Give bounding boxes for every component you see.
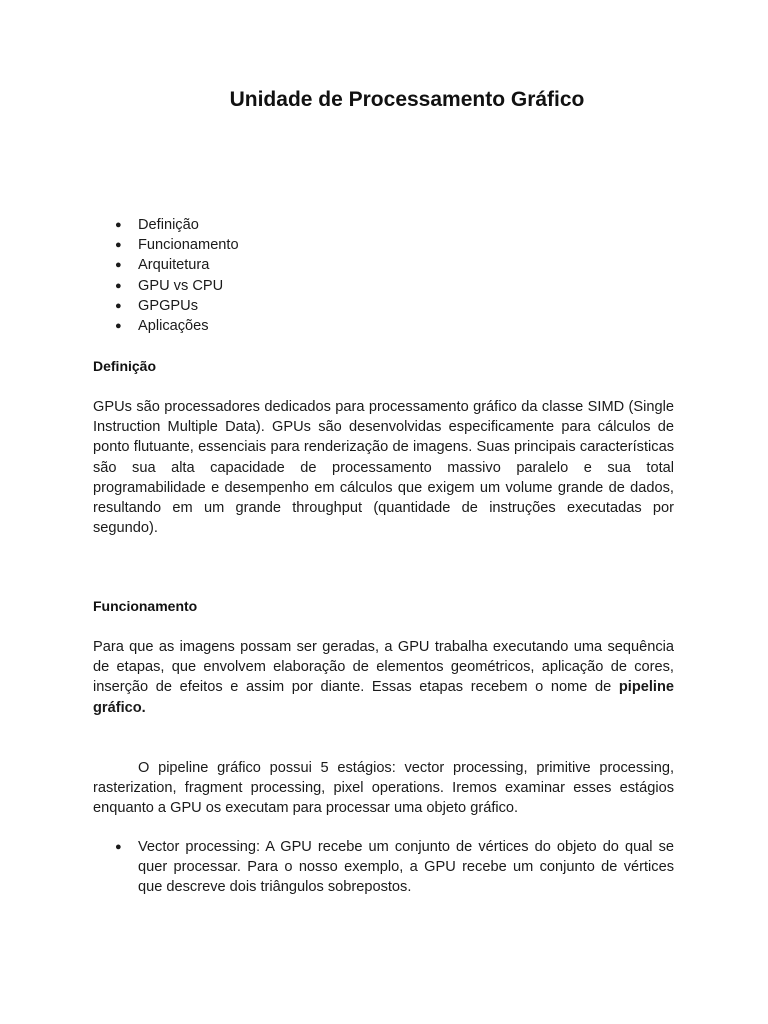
toc-item: [0, 296, 239, 316]
bullet-icon: ●: [115, 259, 122, 272]
bullet-icon: ●: [115, 299, 122, 312]
toc-item-label: GPU vs CPU: [138, 277, 224, 294]
toc-item-label: Definição: [138, 217, 199, 233]
section-heading-definicao: Definição: [93, 358, 157, 374]
toc-item: [0, 255, 239, 275]
toc-item: [0, 276, 239, 296]
bullet-icon: ●: [115, 239, 122, 252]
pipeline-paragraph-text: O pipeline gráfico possui 5 estágios: vector processing, primitive processing, rasterization, fragment processing, pixel operations. Iremos examinar esses estágios enquanto a GPU os executam para processar uma objeto gráfico.: [93, 760, 674, 817]
toc-item-label: GPGPUs: [138, 297, 199, 314]
definicao-paragraph: GPUs são processadores dedicados para processamento gráfico da classe SIMD (Single Instruction Multiple Data). GPUs são desenvolvidas especificamente para cálculos de ponto flutuante, essenciais para renderização de imagens. Suas principais características são sua alta capacidade de processamento massivo paralelo e sua total programabilidade e desempenho em cálculos que exigem um volume grande de dados, resultando em um grande throughput (quantidade de instruções executadas por segundo).: [93, 399, 674, 537]
pipeline-paragraph: [93, 758, 674, 819]
section-heading-funcionamento: Funcionamento: [93, 598, 198, 614]
toc-item-label: Funcionamento: [138, 237, 239, 254]
toc-item-label: Aplicações: [138, 317, 209, 334]
funcionamento-paragraph-lead: Para que as imagens possam ser geradas, a GPU trabalha executando uma sequência de etapas, que envolvem elaboração de elementos geométricos, aplicação de cores, inserção de efeitos e assim por diante. Essas etapas recebem o nome de: [93, 639, 674, 696]
toc-item-label: Arquitetura: [138, 257, 210, 274]
pipeline-grafico-term: pipeline gráfico.: [93, 679, 674, 716]
toc-item: [0, 215, 239, 235]
toc-item: [0, 316, 239, 336]
bullet-icon: ●: [115, 841, 122, 853]
pipeline-stage-item: Vector processing: A GPU recebe um conjunto de vértices do objeto do qual se quer processar. Para o nosso exemplo, a GPU recebe um conjunto de vértices que descreve dois triângulos sobrepostos.: [138, 839, 674, 896]
funcionamento-paragraph: [93, 637, 674, 718]
toc-item: [0, 235, 239, 255]
table-of-contents: [0, 215, 239, 336]
bullet-icon: ●: [115, 219, 122, 231]
bullet-icon: ●: [115, 319, 122, 332]
bullet-icon: ●: [115, 279, 122, 292]
page-title: Unidade de Processamento Gráfico: [229, 88, 585, 111]
